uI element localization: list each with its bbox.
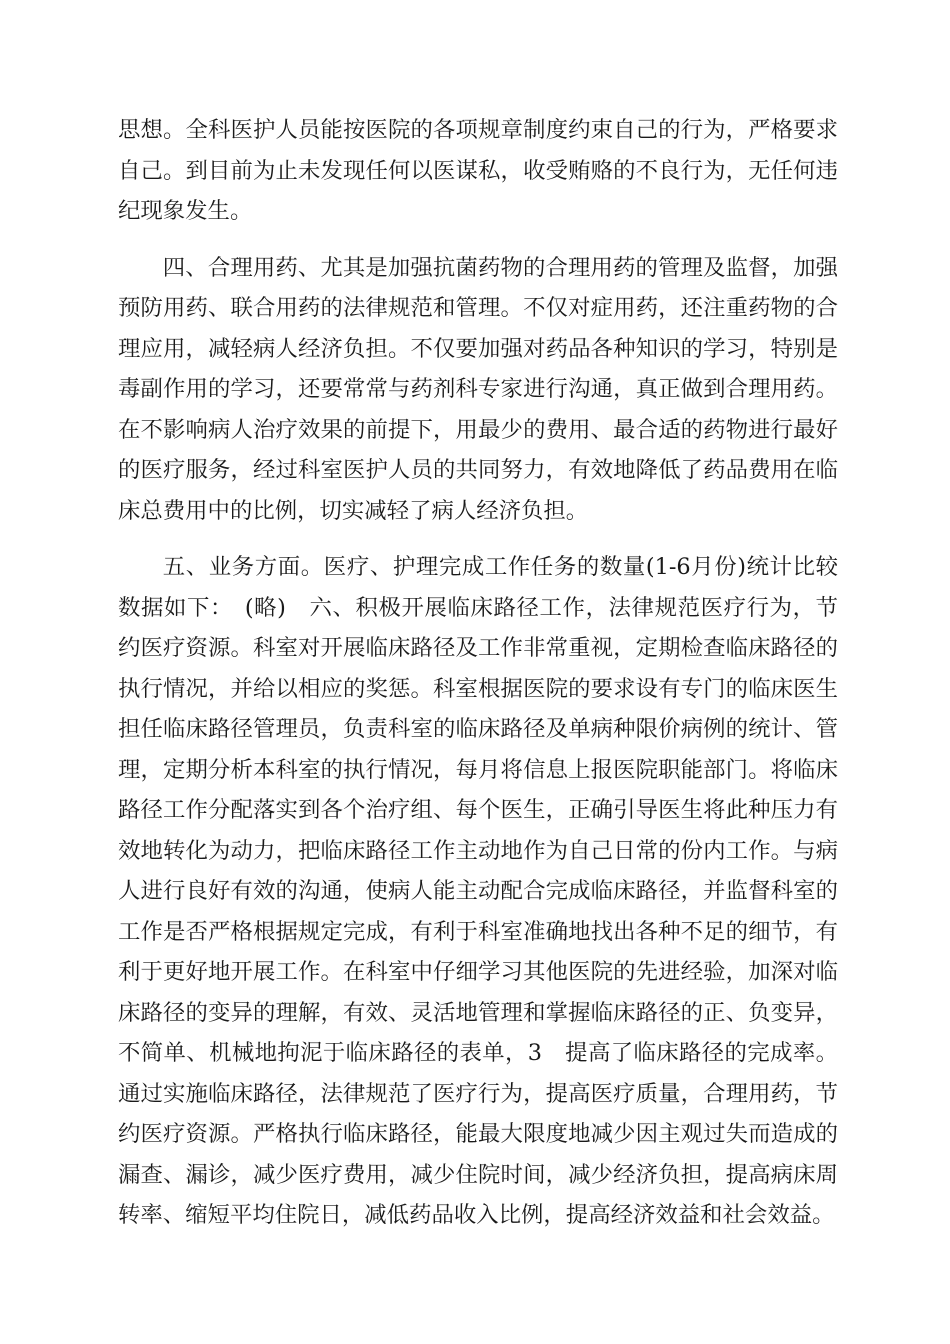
paragraph-business-clinical-pathway: 五、业务方面。医疗、护理完成工作任务的数量(1-6月份)统计比较数据如下： (略) 六、积极开展临床路径工作，法律规范医疗行为，节约医疗资源。科室对开展临床路径及工作非常重视，定期检查临床路径的执行情况，并给以相应的奖惩。科室根据医院的要求设有专门的临床医生担任临床路径管理员，负责科室的临床路径及单病种限价病例的统计、管理，定期分析本科室的执行情况，每月将信息上报医院职能部门。将临床路径工作分配落实到各个治疗组、每个医生，正确引导医生将此种压力有效地转化为动力，把临床路径工作主动地作为自己日常的份内工作。与病人进行良好有效的沟通，使病人能主动配合完成临床路径，并监督科室的工作是否严格根据规定完成，有利于科室准确地找出各种不足的细节，有利于更好地开展工作。在科室中仔细学习其他医院的先进经验，加深对临床路径的变异的理解，有效、灵活地管理和掌握临床路径的正、负变异，不简单、机械地拘泥于临床路径的表单，3 提高了临床路径的完成率。通过实施临床路径，法律规范了医疗行为，提高医疗质量，合理用药，节约医疗资源。严格执行临床路径，能最大限度地减少因主观过失而造成的漏查、漏诊，减少医疗费用，减少住院时间，减少经济负担，提高病床周转率、缩短平均住院日，减低药品收入比例，提高经济效益和社会效益。: [118, 554, 838, 1228]
paragraph-conduct: 思想。全科医护人员能按医院的各项规章制度约束自己的行为，严格要求自己。到目前为止未发现任何以医谋私，收受贿赂的不良行为，无任何违纪现象发生。: [118, 117, 838, 224]
paragraph-rational-drug-use: 四、合理用药、尤其是加强抗菌药物的合理用药的管理及监督，加强预防用药、联合用药的法律规范和管理。不仅对症用药，还注重药物的合理应用，减轻病人经济负担。不仅要加强对药品各种知识的学习，特别是毒副作用的学习，还要常常与药剂科专家进行沟通，真正做到合理用药。在不影响病人治疗效果的前提下，用最少的费用、最合适的药物进行最好的医疗服务，经过科室医护人员的共同努力，有效地降低了药品费用在临床总费用中的比例，切实减轻了病人经济负担。: [118, 254, 838, 524]
document-body: [118, 110, 838, 1236]
